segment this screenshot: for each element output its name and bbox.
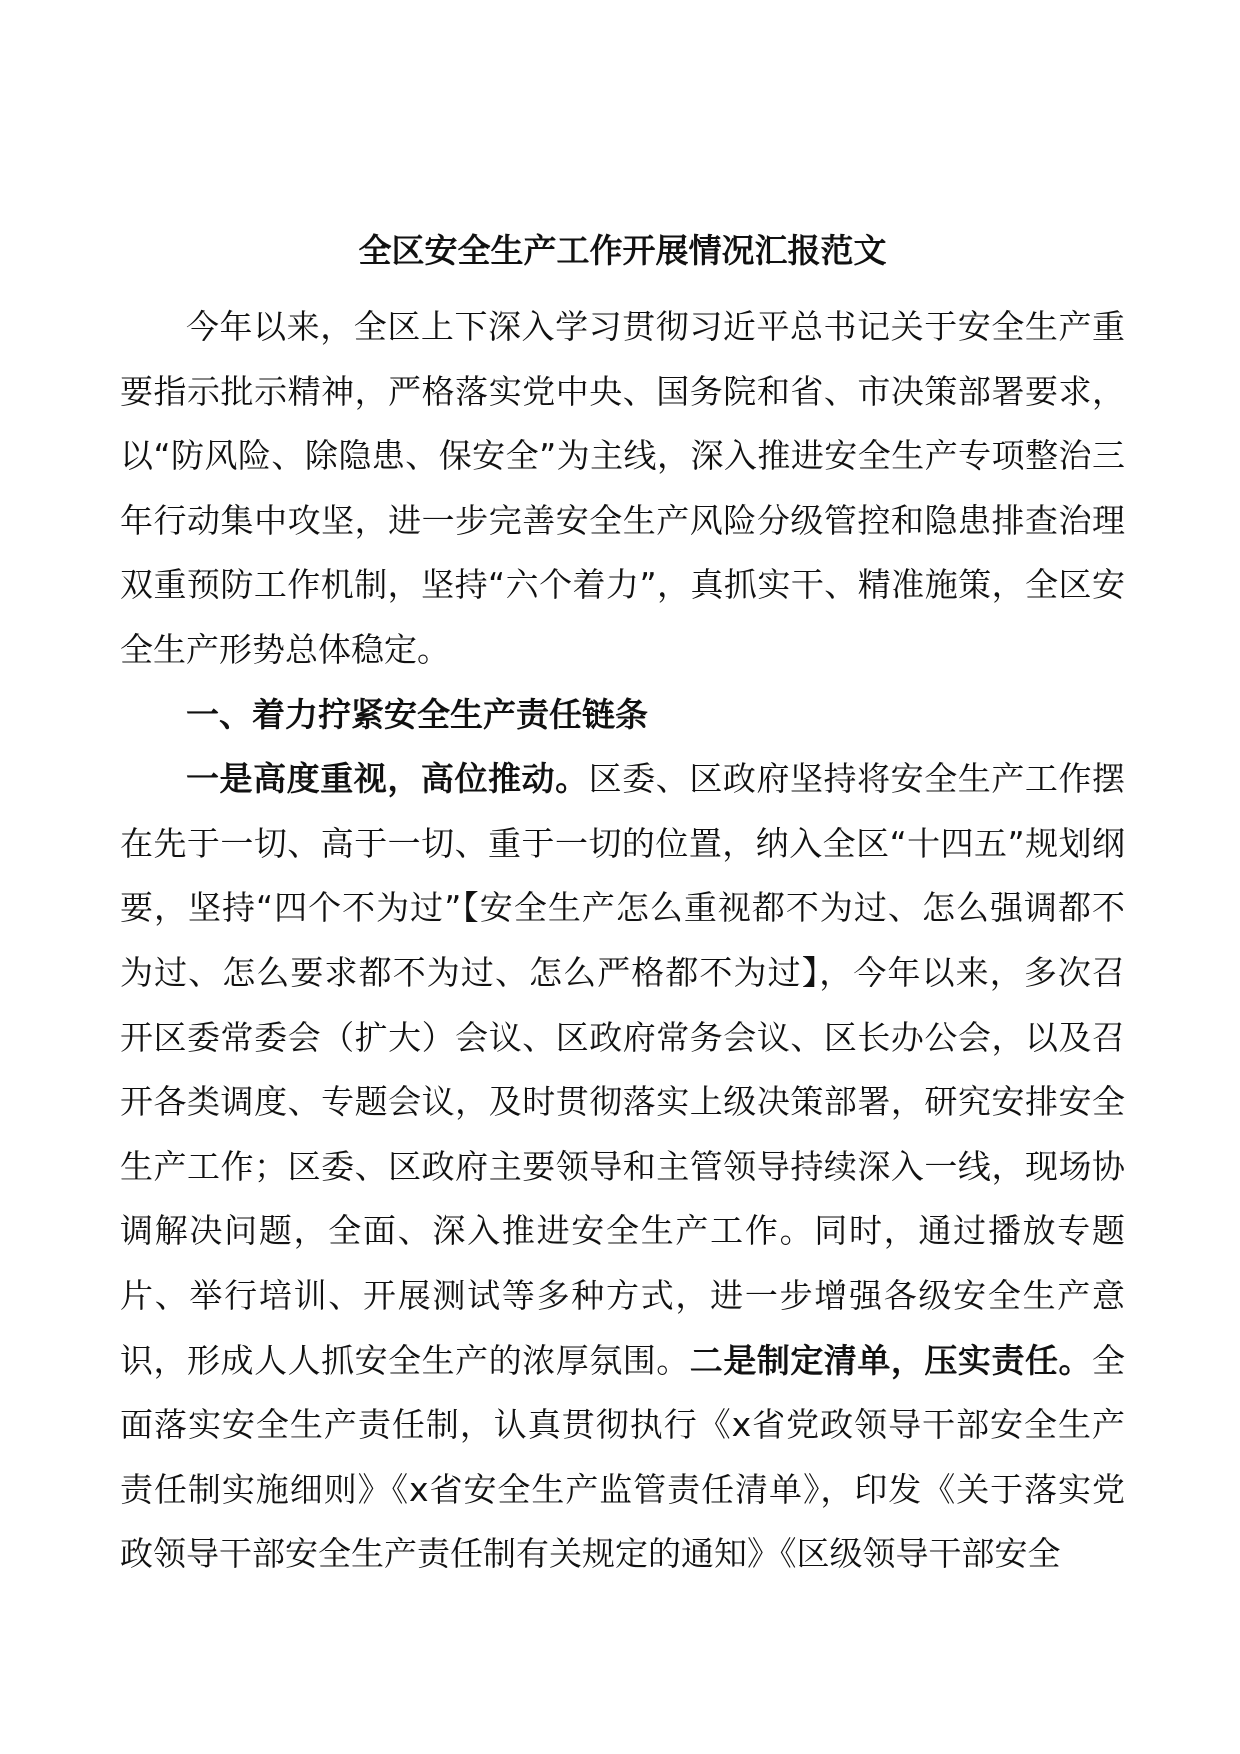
document-title: 全区安全生产工作开展情况汇报范文 xyxy=(358,231,887,270)
point-two-text: 全面落实安全生产责任制，认真贯彻执行《x省党政领导干部安全生产责任制实施细则》《x省安全生产监管责任清单》，印发《关于落实党政领导干部安全生产责任制有关规定的通知》《区级领导干部安全 xyxy=(120,1340,1126,1574)
point-one-lead: 一是高度重视，高位推动。 xyxy=(186,759,589,799)
point-one-text: 区委、区政府坚持将安全生产工作摆在先于一切、高于一切、重于一切的位置，纳入全区“十四五”规划纲要，坚持“四个不为过”【安全生产怎么重视都不为过、怎么强调都不为过、怎么要求都不为过、怎么严格都不为过】，今年以来，多次召开区委常委会（扩大）会议、区政府常务会议、区长办公会，以及召开各类调度、专题会议，及时贯彻落实上级决策部署，研究安排安全生产工作；区委、区政府主要领导和主管领导持续深入一线，现场协调解决问题，全面、深入推进安全生产工作。同时，通过播放专题片、举行培训、开展测试等多种方式，进一步增强各级安全生产意识，形成人人抓安全生产的浓厚氛围。 xyxy=(120,759,1126,1380)
document-body xyxy=(120,295,1125,1587)
intro-paragraph: 今年以来，全区上下深入学习贯彻习近平总书记关于安全生产重要指示批示精神，严格落实党中央、国务院和省、市决策部署要求，以“防风险、除隐患、保安全”为主线，深入推进安全生产专项整治三年行动集中攻坚，进一步完善安全生产风险分级管控和隐患排查治理双重预防工作机制，坚持“六个着力”，真抓实干、精准施策，全区安全生产形势总体稳定。 xyxy=(120,307,1125,669)
section-heading: 一、着力拧紧安全生产责任链条 xyxy=(186,694,648,734)
point-two-lead: 二是制定清单，压实责任。 xyxy=(689,1340,1093,1380)
section-paragraph xyxy=(120,747,1125,1587)
